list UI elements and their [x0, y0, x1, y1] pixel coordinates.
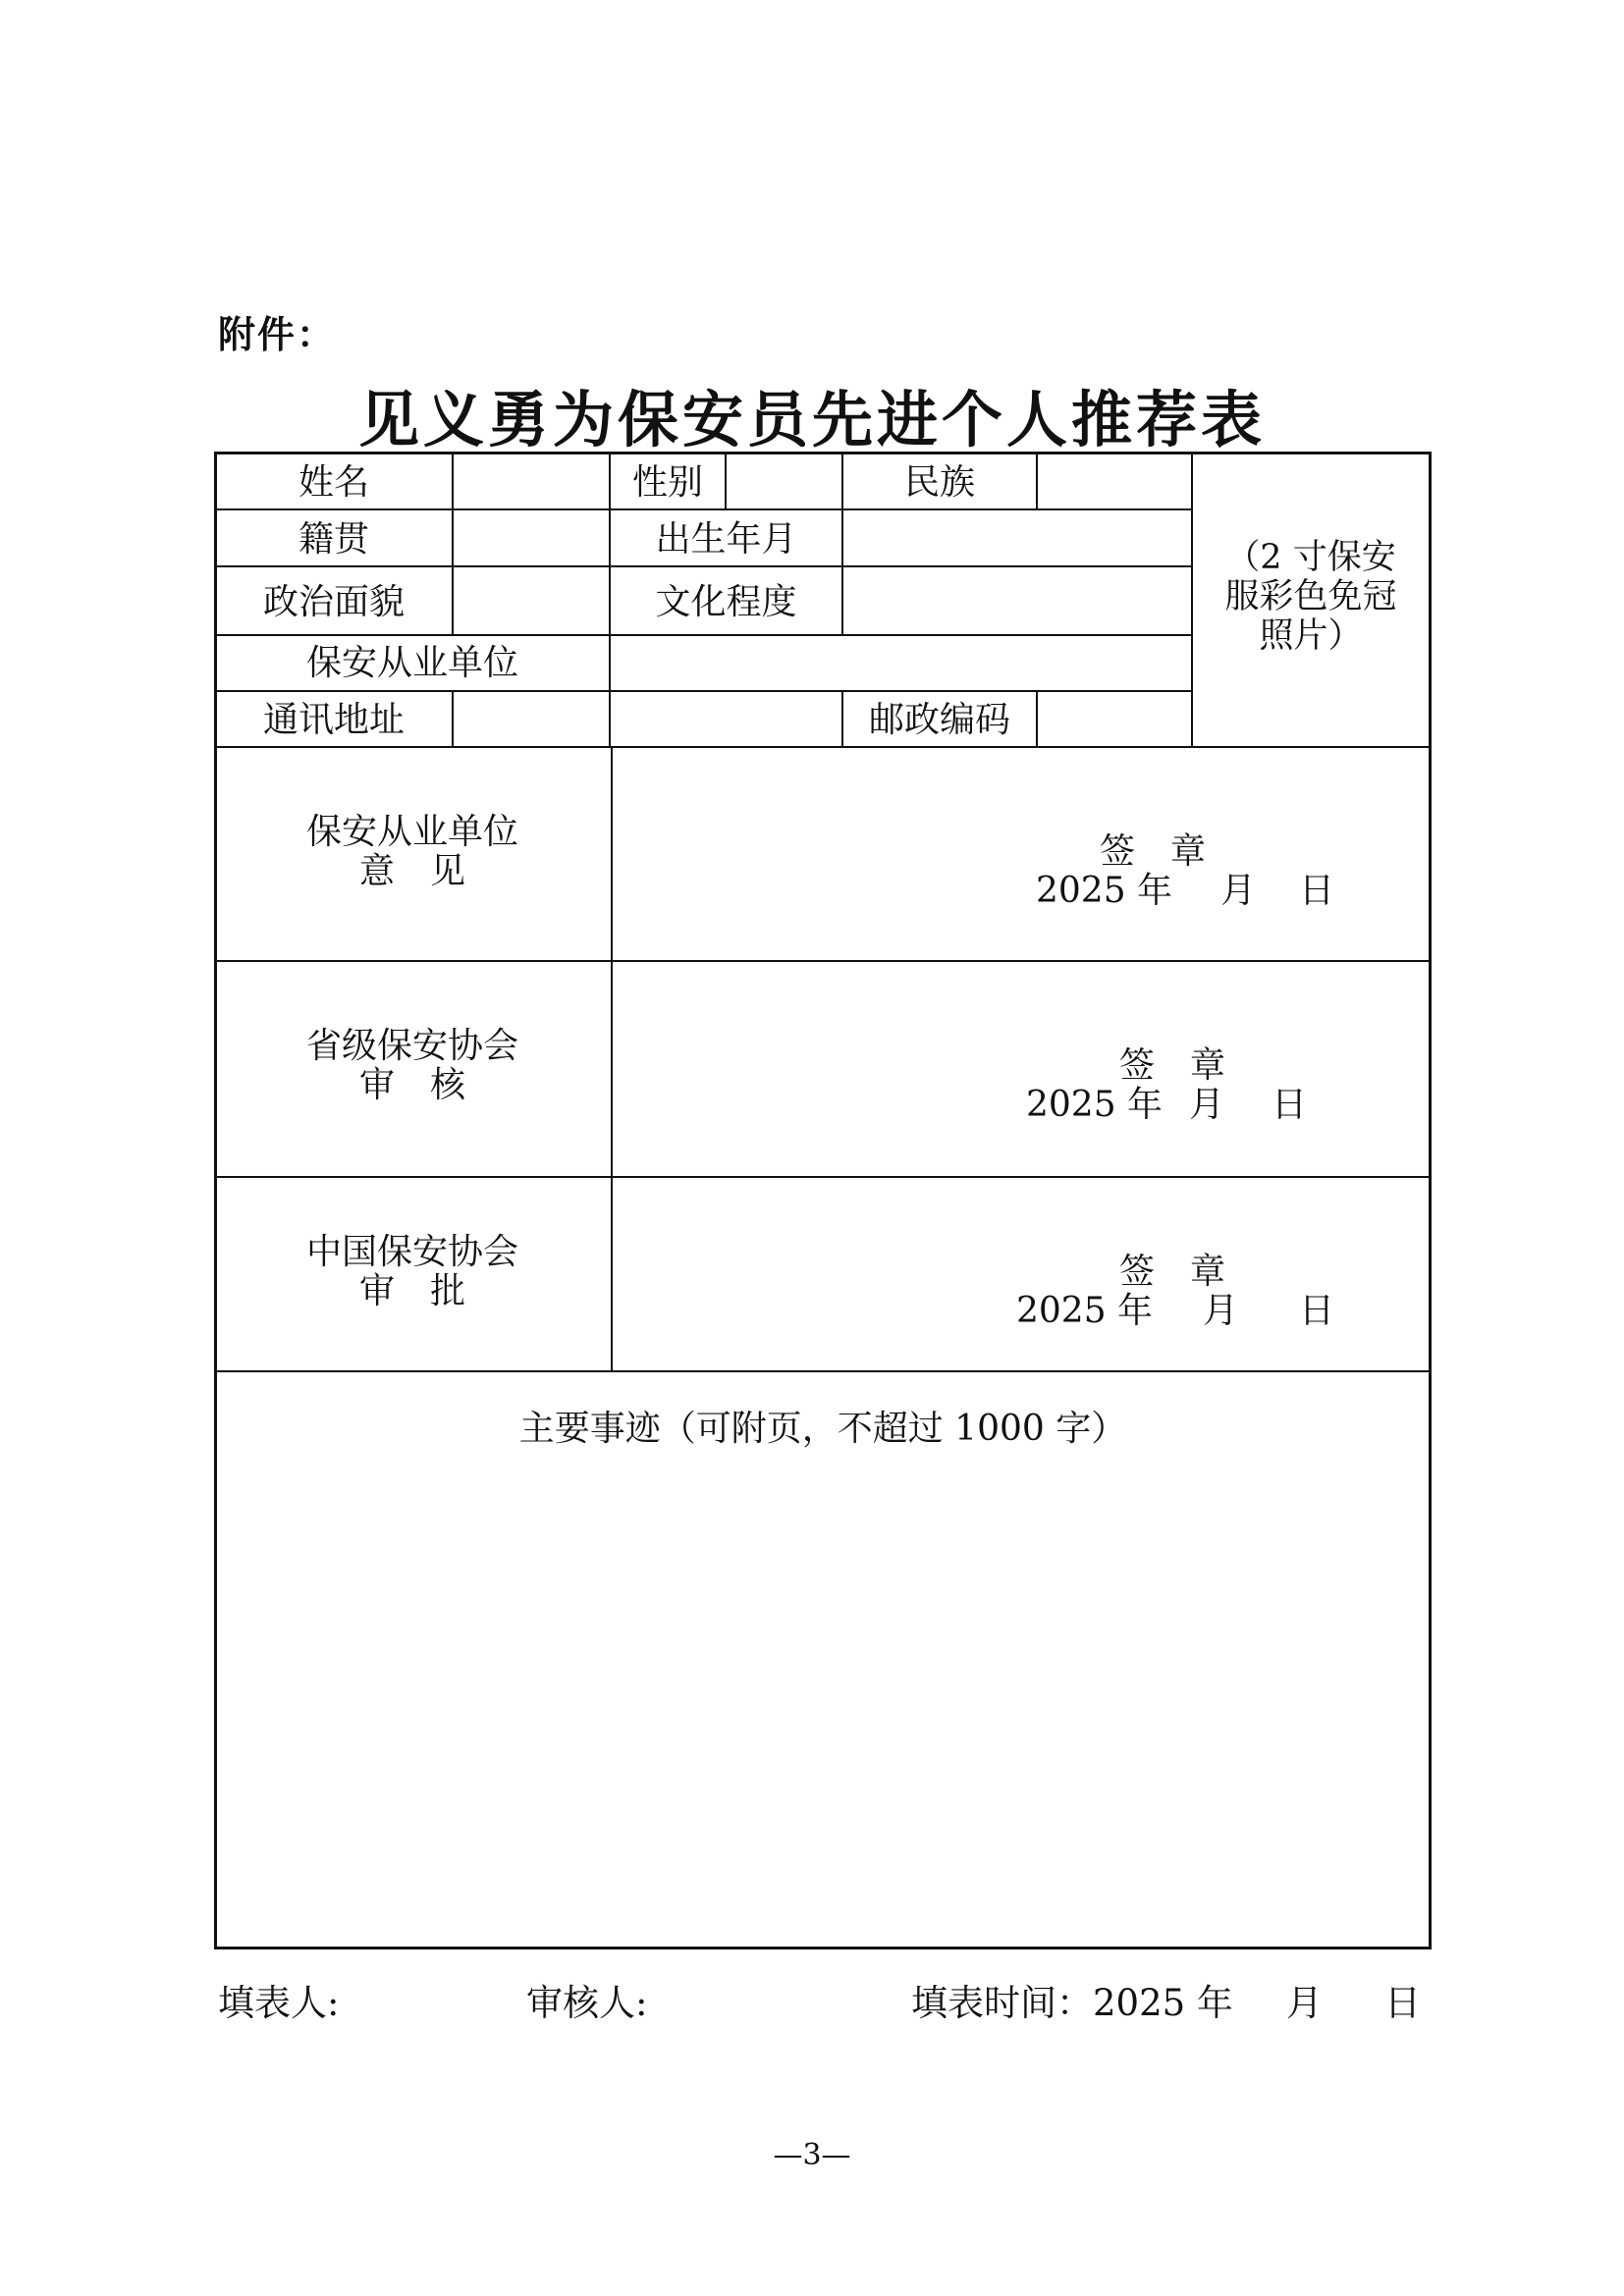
- page-number: —3—: [773, 2138, 851, 2172]
- photo-note-line: 照片）: [1259, 616, 1363, 656]
- form-title: 见义勇为保安员先进个人推荐表: [357, 384, 1266, 455]
- fill-time-day: 日: [1384, 1982, 1421, 2024]
- photo-note-line: 服彩色免冠: [1224, 577, 1397, 616]
- fill-time-label: 填表时间：2025 年: [911, 1982, 1233, 2024]
- employer-label: 保安从业单位: [305, 643, 518, 683]
- date-month-3: 月: [1203, 1291, 1239, 1331]
- section-divider: [214, 1370, 1432, 1372]
- ethnicity-label: 民族: [903, 462, 975, 503]
- sign-stamp-2: 签 章: [1119, 1045, 1226, 1086]
- reviewer-label: 审核人:: [526, 1982, 648, 2024]
- date-year-1: 2025 年: [1036, 871, 1173, 911]
- postcode-label: 邮政编码: [868, 700, 1010, 740]
- opinion-label-provincial: 省级保安协会 审 核: [305, 1026, 518, 1105]
- postcode-field[interactable]: [1038, 692, 1189, 746]
- fill-time-month: 月: [1286, 1982, 1323, 2024]
- sign-stamp-1: 签 章: [1100, 831, 1207, 872]
- employer-field[interactable]: [611, 636, 1189, 690]
- name-label: 姓名: [298, 462, 369, 503]
- date-day-2: 日: [1272, 1085, 1308, 1125]
- section-divider: [214, 960, 1432, 962]
- gender-field[interactable]: [727, 454, 839, 508]
- photo-column-divider: [1191, 452, 1193, 746]
- filler-label: 填表人:: [218, 1982, 340, 2024]
- education-field[interactable]: [843, 567, 1189, 632]
- opinion-label-employer: 保安从业单位 意 见: [305, 812, 518, 891]
- section-divider: [214, 1176, 1432, 1178]
- photo-placeholder: [1203, 538, 1419, 656]
- section-divider: [214, 746, 1432, 748]
- ethnicity-field[interactable]: [1038, 454, 1189, 508]
- date-day-3: 日: [1299, 1291, 1335, 1331]
- address-label: 通讯地址: [262, 700, 405, 740]
- date-month-2: 月: [1189, 1085, 1225, 1125]
- main-deeds-area[interactable]: [218, 1472, 1428, 1944]
- photo-note-line: （2 寸保安: [1225, 538, 1396, 577]
- date-year-2: 2025 年: [1026, 1085, 1164, 1125]
- education-label: 文化程度: [655, 582, 797, 622]
- gender-label: 性别: [631, 462, 703, 503]
- native-place-label: 籍贯: [298, 519, 369, 560]
- native-place-field[interactable]: [454, 567, 607, 632]
- birth-label: 出生年月: [655, 519, 797, 560]
- attachment-label: 附件：: [218, 313, 337, 356]
- date-day-1: 日: [1299, 871, 1335, 911]
- sign-stamp-3: 签 章: [1119, 1252, 1226, 1292]
- date-year-3: 2025 年: [1016, 1291, 1154, 1331]
- main-deeds-heading: 主要事迹（可附页，不超过 1000 字）: [518, 1409, 1127, 1449]
- birth-field[interactable]: [843, 510, 1189, 565]
- date-month-1: 月: [1220, 871, 1257, 911]
- address-field[interactable]: [454, 692, 839, 746]
- political-label: 政治面貌: [262, 582, 405, 622]
- opinion-label-national: 中国保安协会 审 批: [305, 1232, 518, 1311]
- opinion-column-divider: [611, 746, 613, 1370]
- name-field[interactable]: [454, 510, 607, 565]
